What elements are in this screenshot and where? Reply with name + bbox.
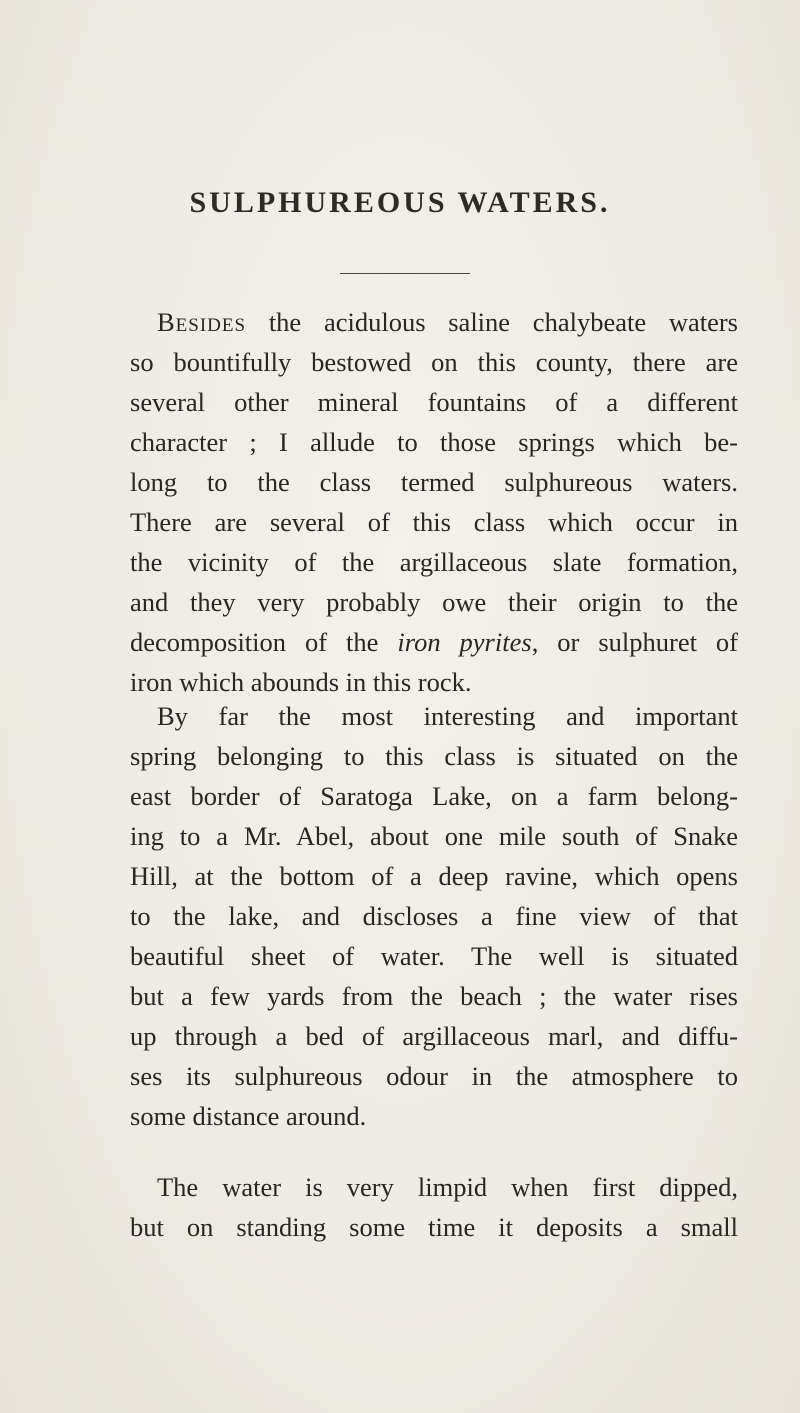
paragraph-line: but on standing some time it deposits a small — [130, 1212, 738, 1242]
paragraph-line: ses its sulphureous odour in the atmosphere to — [130, 1061, 738, 1091]
paragraph-2 — [130, 696, 738, 1136]
heading-rule — [340, 273, 470, 274]
paragraph-line: long to the class termed sulphureous waters. — [130, 467, 738, 497]
paragraph-line: decomposition of the iron pyrites, or sulphuret of — [130, 627, 738, 657]
paragraph-line: some distance around. — [130, 1101, 367, 1131]
paragraph-line: character ; I allude to those springs which be- — [130, 427, 738, 457]
paragraph-line: Hill, at the bottom of a deep ravine, which opens — [130, 861, 738, 891]
paragraph-line: beautiful sheet of water. The well is situated — [130, 941, 738, 971]
paragraph-1 — [130, 302, 738, 702]
italic-phrase: iron pyrites — [397, 627, 532, 657]
paragraph-line: Besides the acidulous saline chalybeate waters — [157, 307, 738, 337]
paragraph-line: spring belonging to this class is situated on the — [130, 741, 738, 771]
drop-word: Besides — [157, 307, 247, 337]
paragraph-3 — [130, 1167, 738, 1247]
paragraph-line: and they very probably owe their origin to the — [130, 587, 738, 617]
paragraph-line: There are several of this class which occur in — [130, 507, 738, 537]
paragraph-line: the vicinity of the argillaceous slate formation, — [130, 547, 738, 577]
paragraph-line: to the lake, and discloses a fine view of that — [130, 901, 738, 931]
paragraph-line: east border of Saratoga Lake, on a farm belong- — [130, 781, 738, 811]
paragraph-line: but a few yards from the beach ; the water rises — [130, 981, 738, 1011]
paragraph-line: The water is very limpid when first dipped, — [157, 1172, 738, 1202]
paragraph-line: up through a bed of argillaceous marl, and diffu- — [130, 1021, 738, 1051]
paragraph-line: several other mineral fountains of a different — [130, 387, 738, 417]
paragraph-line: By far the most interesting and important — [157, 701, 738, 731]
page-heading: SULPHUREOUS WATERS. — [189, 186, 611, 219]
paragraph-line: ing to a Mr. Abel, about one mile south of Snake — [130, 821, 738, 851]
paragraph-line: so bountifully bestowed on this county, there are — [130, 347, 738, 377]
paragraph-line: iron which abounds in this rock. — [130, 667, 472, 697]
